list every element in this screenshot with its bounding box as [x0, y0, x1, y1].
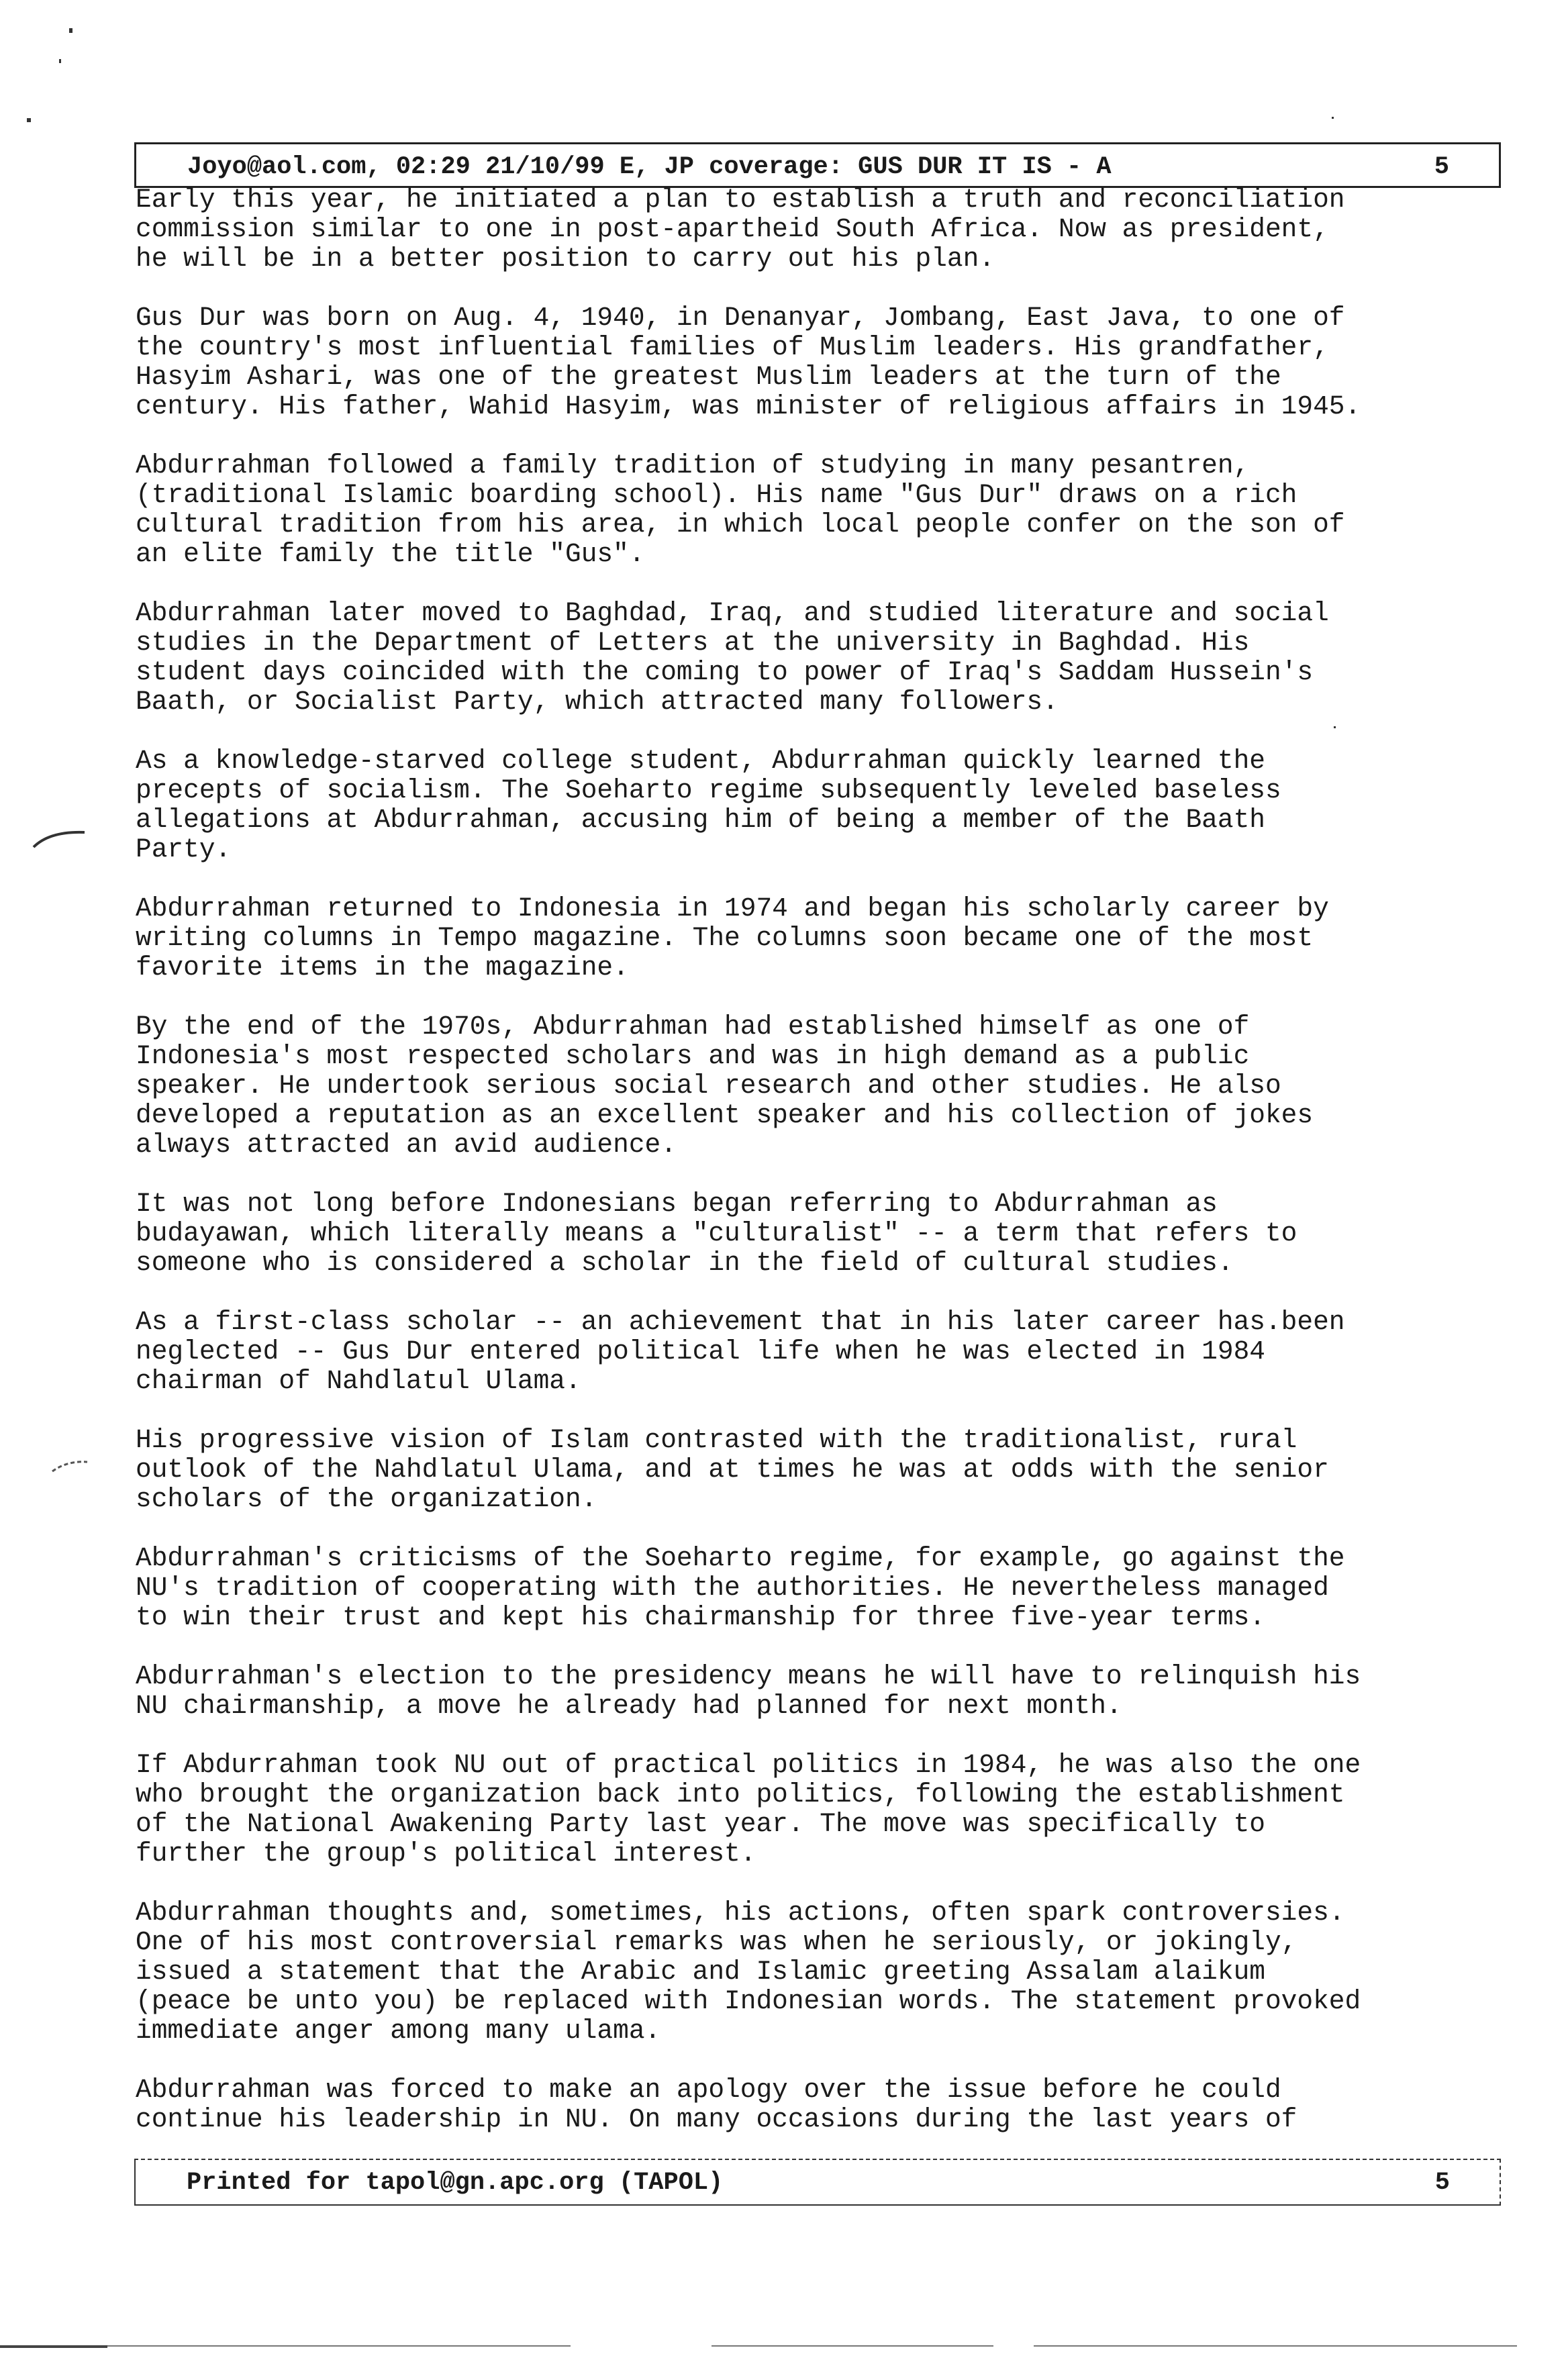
page-footer [134, 2159, 1501, 2206]
paragraph: Abdurrahman's election to the presidency means he will have to relinquish his NU chairmanship, a move he already had planned for next month. [136, 1661, 1361, 1721]
paragraph: By the end of the 1970s, Abdurrahman had established himself as one of Indonesia's most respected scholars and was in high demand as a public speaker. He undertook serious social research and other studies. He also developed a reputation as an excellent speaker and his collection of jokes always attracted an avid audience. [136, 1012, 1314, 1160]
scan-artifact-curve [30, 827, 90, 854]
paragraph: It was not long before Indonesians began referring to Abdurrahman as budayawan, which literally means a "culturalist" -- a term that refers to someone who is considered a scholar in the field of cultural studies. [136, 1189, 1297, 1278]
paragraph: As a knowledge-starved college student, Abdurrahman quickly learned the precepts of socialism. The Soeharto regime subsequently leveled baseless allegations at Abdurrahman, accusing him of being a member of the Baath Party. [136, 746, 1281, 865]
paragraph: Abdurrahman later moved to Baghdad, Iraq, and studied literature and social studies in the Department of Letters at the university in Baghdad. His student days coincided with the coming to power of Iraq's Saddam Hussein's Baath, or Socialist Party, which attracted many followers. [136, 598, 1329, 717]
scan-edge-line [107, 2345, 571, 2347]
header-page-number: 5 [1434, 153, 1449, 181]
scan-artifact-curve [47, 1453, 107, 1479]
scan-speck [1332, 117, 1334, 119]
paragraph: Abdurrahman followed a family tradition of studying in many pesantren, (traditional Islamic boarding school). His name "Gus Dur" draws on a rich cultural tradition from his area, in which local people confer on the son of an elite family the title "Gus". [136, 450, 1345, 569]
page-header [134, 142, 1501, 188]
footer-page-number: 5 [1434, 2169, 1450, 2197]
header-title: Joyo@aol.com, 02:29 21/10/99 E, JP coverage: GUS DUR IT IS - A [187, 153, 1112, 181]
paragraph: His progressive vision of Islam contrasted with the traditionalist, rural outlook of the Nahdlatul Ulama, and at times he was at odds with the senior scholars of the organization. [136, 1425, 1329, 1514]
paragraph: Early this year, he initiated a plan to establish a truth and reconciliation commission similar to one in post-apartheid South Africa. Now as president, he will be in a better position to carry out his plan. [136, 185, 1345, 274]
paragraph: Abdurrahman's criticisms of the Soeharto regime, for example, go against the NU's tradition of cooperating with the authorities. He nevertheless managed to win their trust and kept his chairmanship for three five-year terms. [136, 1543, 1345, 1632]
scan-edge-line [712, 2345, 993, 2347]
scan-speck [27, 118, 31, 122]
paragraph: Gus Dur was born on Aug. 4, 1940, in Denanyar, Jombang, East Java, to one of the country's most influential families of Muslim leaders. His grandfather, Hasyim Ashari, was one of the greatest Muslim leaders at the turn of the century. His father, Wahid Hasyim, was minister of religious affairs in 1945. [136, 303, 1361, 422]
paragraph: Abdurrahman returned to Indonesia in 1974 and began his scholarly career by writing columns in Tempo magazine. The columns soon became one of the most favorite items in the magazine. [136, 893, 1329, 983]
scan-speck [69, 28, 72, 33]
scan-edge-line [1034, 2345, 1517, 2347]
paragraph: If Abdurrahman took NU out of practical politics in 1984, he was also the one who brought the organization back into politics, following the establishment of the National Awakening Party last year. The move was specifically to further the group's political interest. [136, 1750, 1361, 1869]
paragraph: As a first-class scholar -- an achievement that in his later career has.been neglected -- Gus Dur entered political life when he was elected in 1984 chairman of Nahdlatul Ulama. [136, 1307, 1345, 1396]
paragraph: Abdurrahman was forced to make an apology over the issue before he could continue his leadership in NU. On many occasions during the last years of [136, 2075, 1297, 2134]
paragraph: Abdurrahman thoughts and, sometimes, his actions, often spark controversies. One of his most controversial remarks was when he seriously, or jokingly, issued a statement that the Arabic and Islamic greeting Assalam alaikum (peace be unto you) be replaced with Indonesian words. The statement provoked immediate anger among many ulama. [136, 1898, 1361, 2046]
scan-edge-line [0, 2345, 107, 2348]
scan-speck [59, 59, 61, 63]
article-body [136, 185, 1491, 2164]
footer-print-line: Printed for tapol@gn.apc.org (TAPOL) [187, 2169, 724, 2197]
